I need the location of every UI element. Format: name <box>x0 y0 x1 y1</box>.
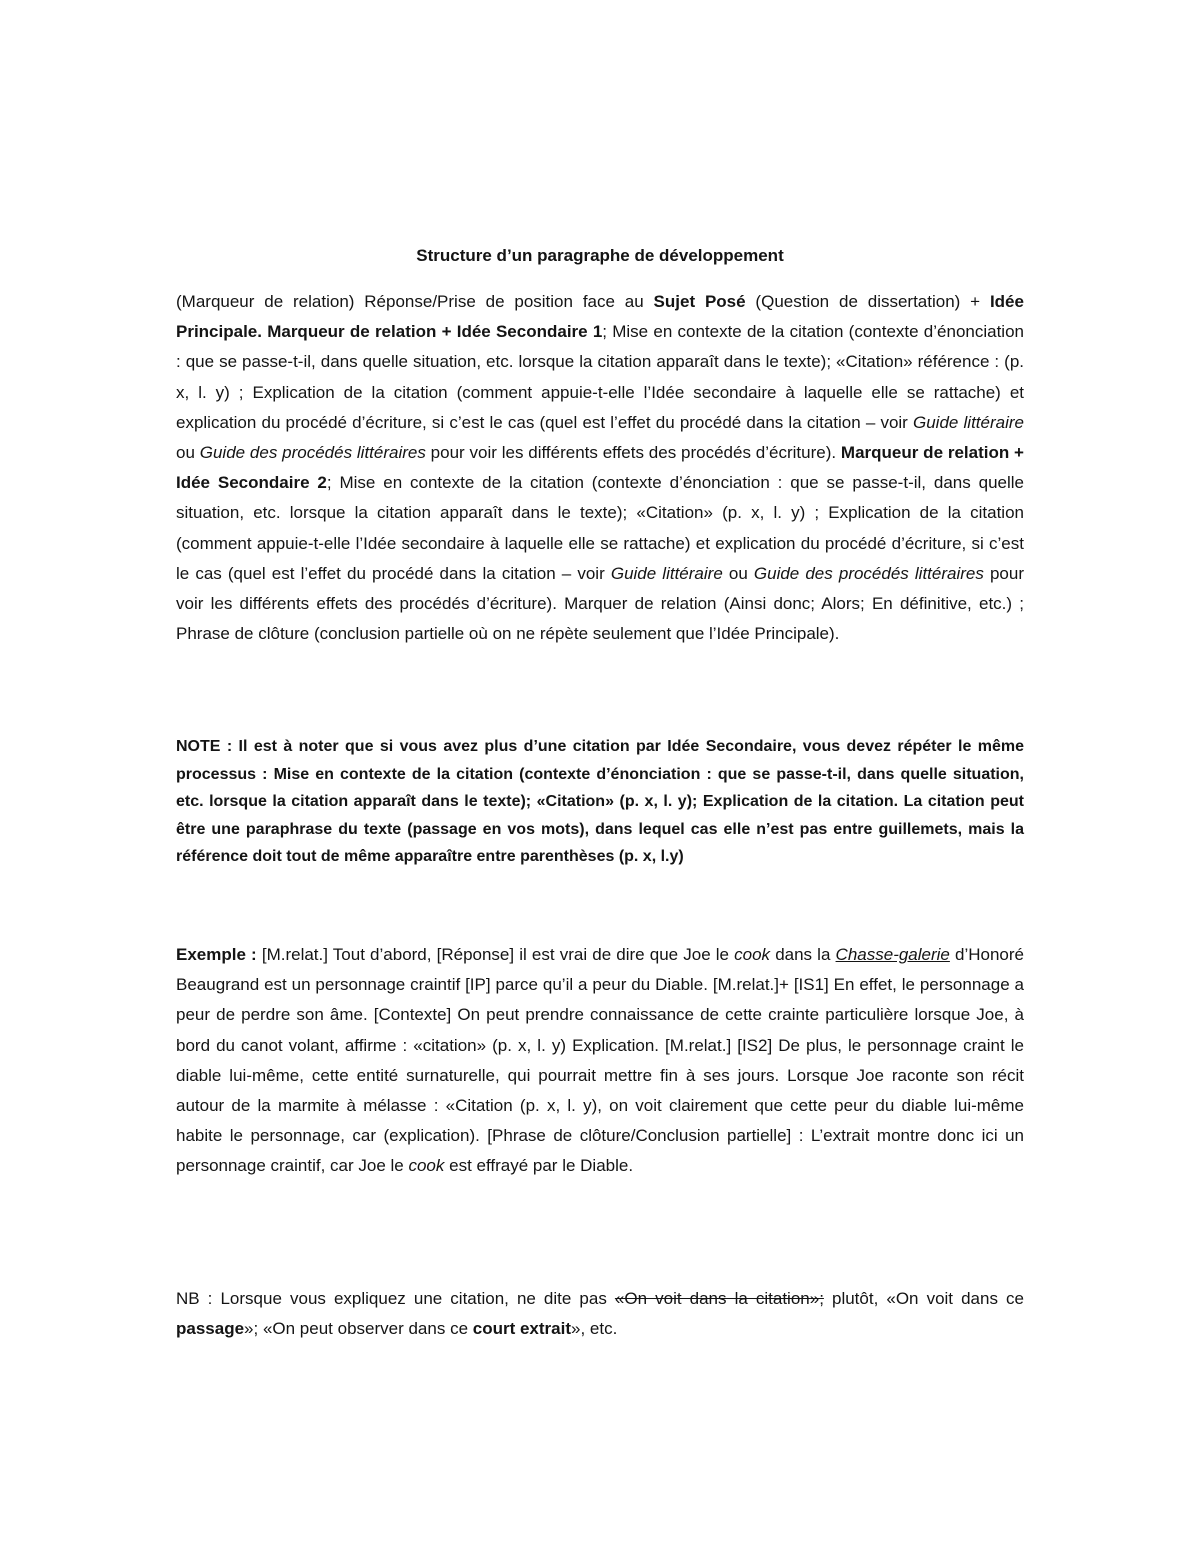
development-structure-paragraph <box>176 287 1024 649</box>
text-segment: NB : Lorsque vous expliquez une citation, ne dite pas <box>176 1289 615 1308</box>
text-segment: ; Mise en contexte de la citation (contexte d’énonciation : que se passe-t-il, dans quelle situation, etc. lorsque la citation apparaît dans le texte); «Citation» référence : (p. x, l. y) ; Explication de la citation (comment appuie-t-elle l’Idée secondaire à laquelle elle se rattache) et explication du procédé d’écriture, si c’est le cas (quel est l’effet du procédé dans la citation – voir <box>176 322 1024 432</box>
text-segment: est effrayé par le Diable. <box>444 1156 634 1176</box>
text-segment-italic: cook <box>734 945 771 964</box>
text-segment-bold: court extrait <box>472 1319 571 1339</box>
text-segment-italic: Guide des procédés littéraires <box>753 563 984 583</box>
text-segment-italic: cook <box>408 1156 445 1176</box>
book-title <box>836 945 950 964</box>
note-paragraph: NOTE : Il est à noter que si vous avez plus d’une citation par Idée Secondaire, vous devez répéter le même processus : Mise en contexte de la citation (contexte d’énonciation : que se passe-t-il, dans quelle situation, etc. lorsque la citation apparaît dans le texte); «Citation» (p. x, l. y); Explication de la citation. La citation peut être une paraphrase du texte (passage en vos mots), dans lequel cas elle n’est pas entre guillemets, mais la référence doit tout de même apparaître entre parenthèses (p. x, l.y) <box>176 738 1024 865</box>
document-title: Structure d’un paragraphe de développement <box>416 246 784 265</box>
text-segment: », etc. <box>571 1319 618 1339</box>
text-segment: ou <box>722 563 754 583</box>
text-segment: d’Honoré Beaugrand est un personnage craintif [IP] parce qu’il a peur du Diable. [M.relat.]+ [IS1] En effet, le personnage a peur de perdre son âme. [Contexte] On peut prendre connaissance de cette crainte particulière lorsque Joe, à bord du canot volant, affirme : «citation» (p. x, l. y) Explication. [M.relat.] [IS2] De plus, le personnage craint le diable lui-même, cette entité surnaturelle, qui pourrait mettre fin à ses jours. Lorsque Joe raconte son récit autour de la marmite à mélasse : «Citation (p. x, l. y), on voit clairement que cette peur du diable lui-même habite le personnage, car (explication). [Phrase de clôture/Conclusion partielle] : L’extrait montre donc ici un personnage craintif, car Joe le <box>176 945 1025 1176</box>
text-segment-italic: Guide des procédés littéraires <box>199 443 426 463</box>
text-segment-bold: Sujet Posé <box>653 292 746 311</box>
text-segment-italic: Guide littéraire <box>913 412 1024 432</box>
text-segment: (Marqueur de relation) Réponse/Prise de position face au <box>176 292 654 311</box>
text-segment: ou <box>176 443 200 463</box>
text-segment: (Question de dissertation) + <box>745 292 990 311</box>
text-segment: »; «On peut observer dans ce <box>244 1319 473 1339</box>
struck-phrase: «On voit dans la citation»; <box>614 1289 824 1308</box>
text-segment-bold: passage <box>176 1319 245 1339</box>
text-segment: [M.relat.] Tout d’abord, [Réponse] il est vrai de dire que Joe le <box>256 945 735 964</box>
book-title-underline: Chasse-galerie <box>835 945 950 964</box>
text-segment-bold: Idée Principale. Marqueur de relation + Idée Secondaire 1 <box>176 292 1024 342</box>
text-segment: pour voir les différents effets des procédés d’écriture). <box>425 443 841 463</box>
example-label: Exemple : <box>176 945 257 964</box>
text-segment: dans la <box>770 945 836 964</box>
text-segment: ; Mise en contexte de la citation (contexte d’énonciation : que se passe-t-il, dans quelle situation, etc. lorsque la citation apparaît dans le texte); «Citation» (p. x, l. y) ; Explication de la citation (comment appuie-t-elle l’Idée secondaire à laquelle elle se rattache) et explication du procédé d’écriture, si c’est le cas (quel est l’effet du procédé dans la citation – voir <box>176 473 1024 583</box>
nb-paragraph <box>176 1284 1024 1344</box>
example-paragraph <box>176 940 1024 1182</box>
text-segment: plutôt, «On voit dans ce <box>823 1289 1024 1308</box>
text-segment-italic: Guide littéraire <box>610 563 723 583</box>
text-segment-bold: Marqueur de relation + Idée Secondaire 2 <box>176 443 1024 493</box>
text-segment: pour voir les différents effets des procédés d’écriture). Marquer de relation (Ainsi donc; Alors; En définitive, etc.) ; Phrase de clôture (conclusion partielle où on ne répète seulement que l’Idée Principale). <box>176 563 1024 644</box>
